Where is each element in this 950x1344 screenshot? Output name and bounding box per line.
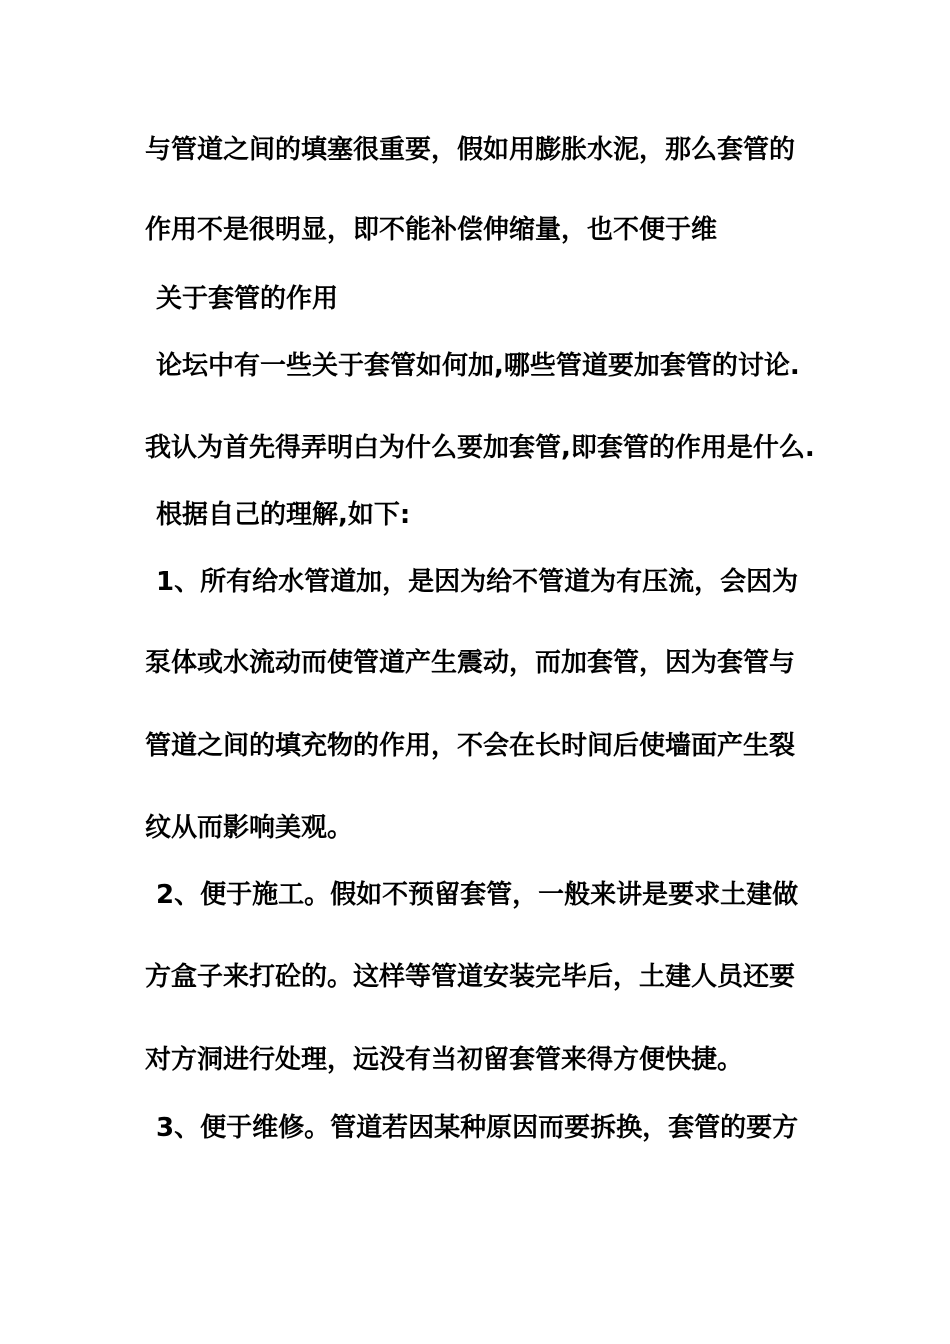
- text-line: 对方洞进行处理，远没有当初留套管来得方便快捷。: [145, 1045, 744, 1075]
- text-line: 纹从而影响美观。: [145, 813, 354, 843]
- section-heading: 关于套管的作用: [156, 284, 339, 314]
- list-item-1: 1、所有给水管道加，是因为给不管道为有压流，会因为: [156, 567, 799, 597]
- text-line: 作用不是很明显，即不能补偿伸缩量，也不便于维: [145, 215, 718, 245]
- text-line: 与管道之间的填塞很重要，假如用膨胀水泥，那么套管的: [145, 135, 796, 165]
- list-item-2: 2、便于施工。假如不预留套管，一般来讲是要求土建做: [156, 880, 799, 910]
- text-line: 泵体或水流动而使管道产生震动，而加套管，因为套管与: [145, 648, 796, 678]
- list-item-3: 3、便于维修。管道若因某种原因而要拆换，套管的要方: [156, 1113, 799, 1143]
- text-line: 方盒子来打砼的。这样等管道安装完毕后，土建人员还要: [145, 962, 796, 992]
- text-line: 我认为首先得弄明白为什么要加套管,即套管的作用是什么.: [145, 433, 815, 463]
- text-line: 根据自己的理解,如下:: [156, 500, 411, 530]
- text-line: 管道之间的填充物的作用，不会在长时间后使墙面产生裂: [145, 731, 796, 761]
- text-line: 论坛中有一些关于套管如何加,哪些管道要加套管的讨论.: [156, 351, 800, 381]
